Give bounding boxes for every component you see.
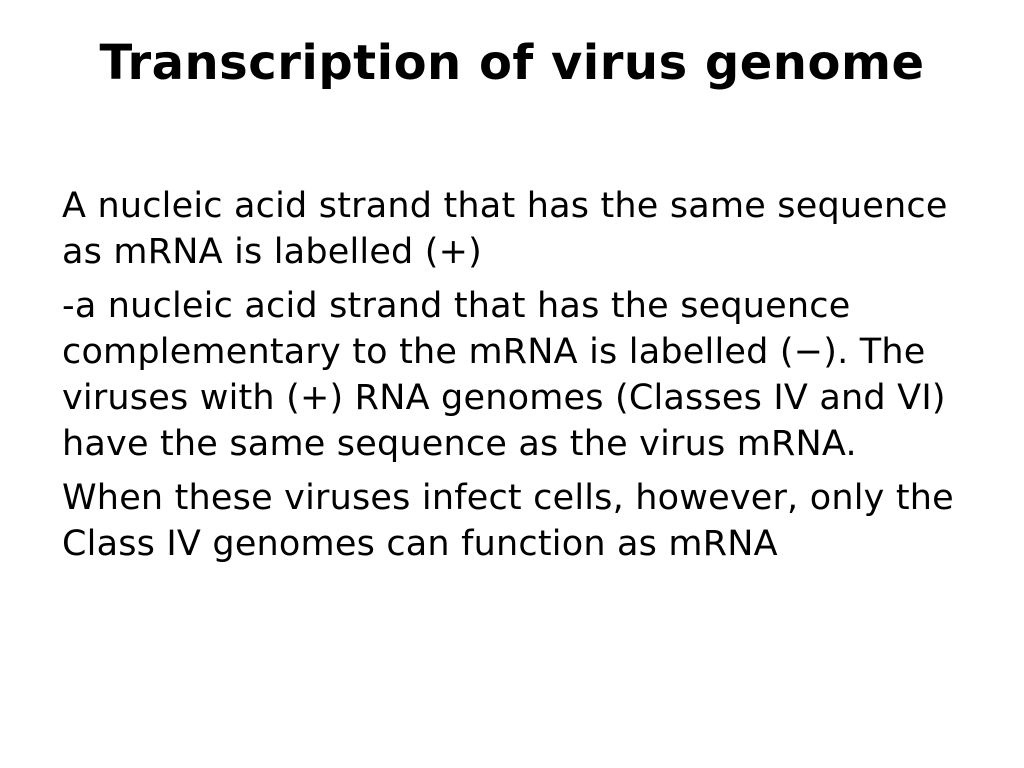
body-paragraph-class-iv: When these viruses infect cells, however, only the Class IV genomes can function as mRNA (62, 478, 954, 564)
slide-title: Transcription of virus genome (99, 35, 925, 91)
slide-body (62, 183, 972, 575)
body-paragraph-minus-strand: -a nucleic acid strand that has the sequence complementary to the mRNA is labelled (−). The viruses with (+) RNA genomes (Classes IV and VI) have the same sequence as the virus mRNA. (62, 286, 946, 464)
body-paragraph-plus-strand: A nucleic acid strand that has the same sequence as mRNA is labelled (+) (62, 186, 948, 272)
